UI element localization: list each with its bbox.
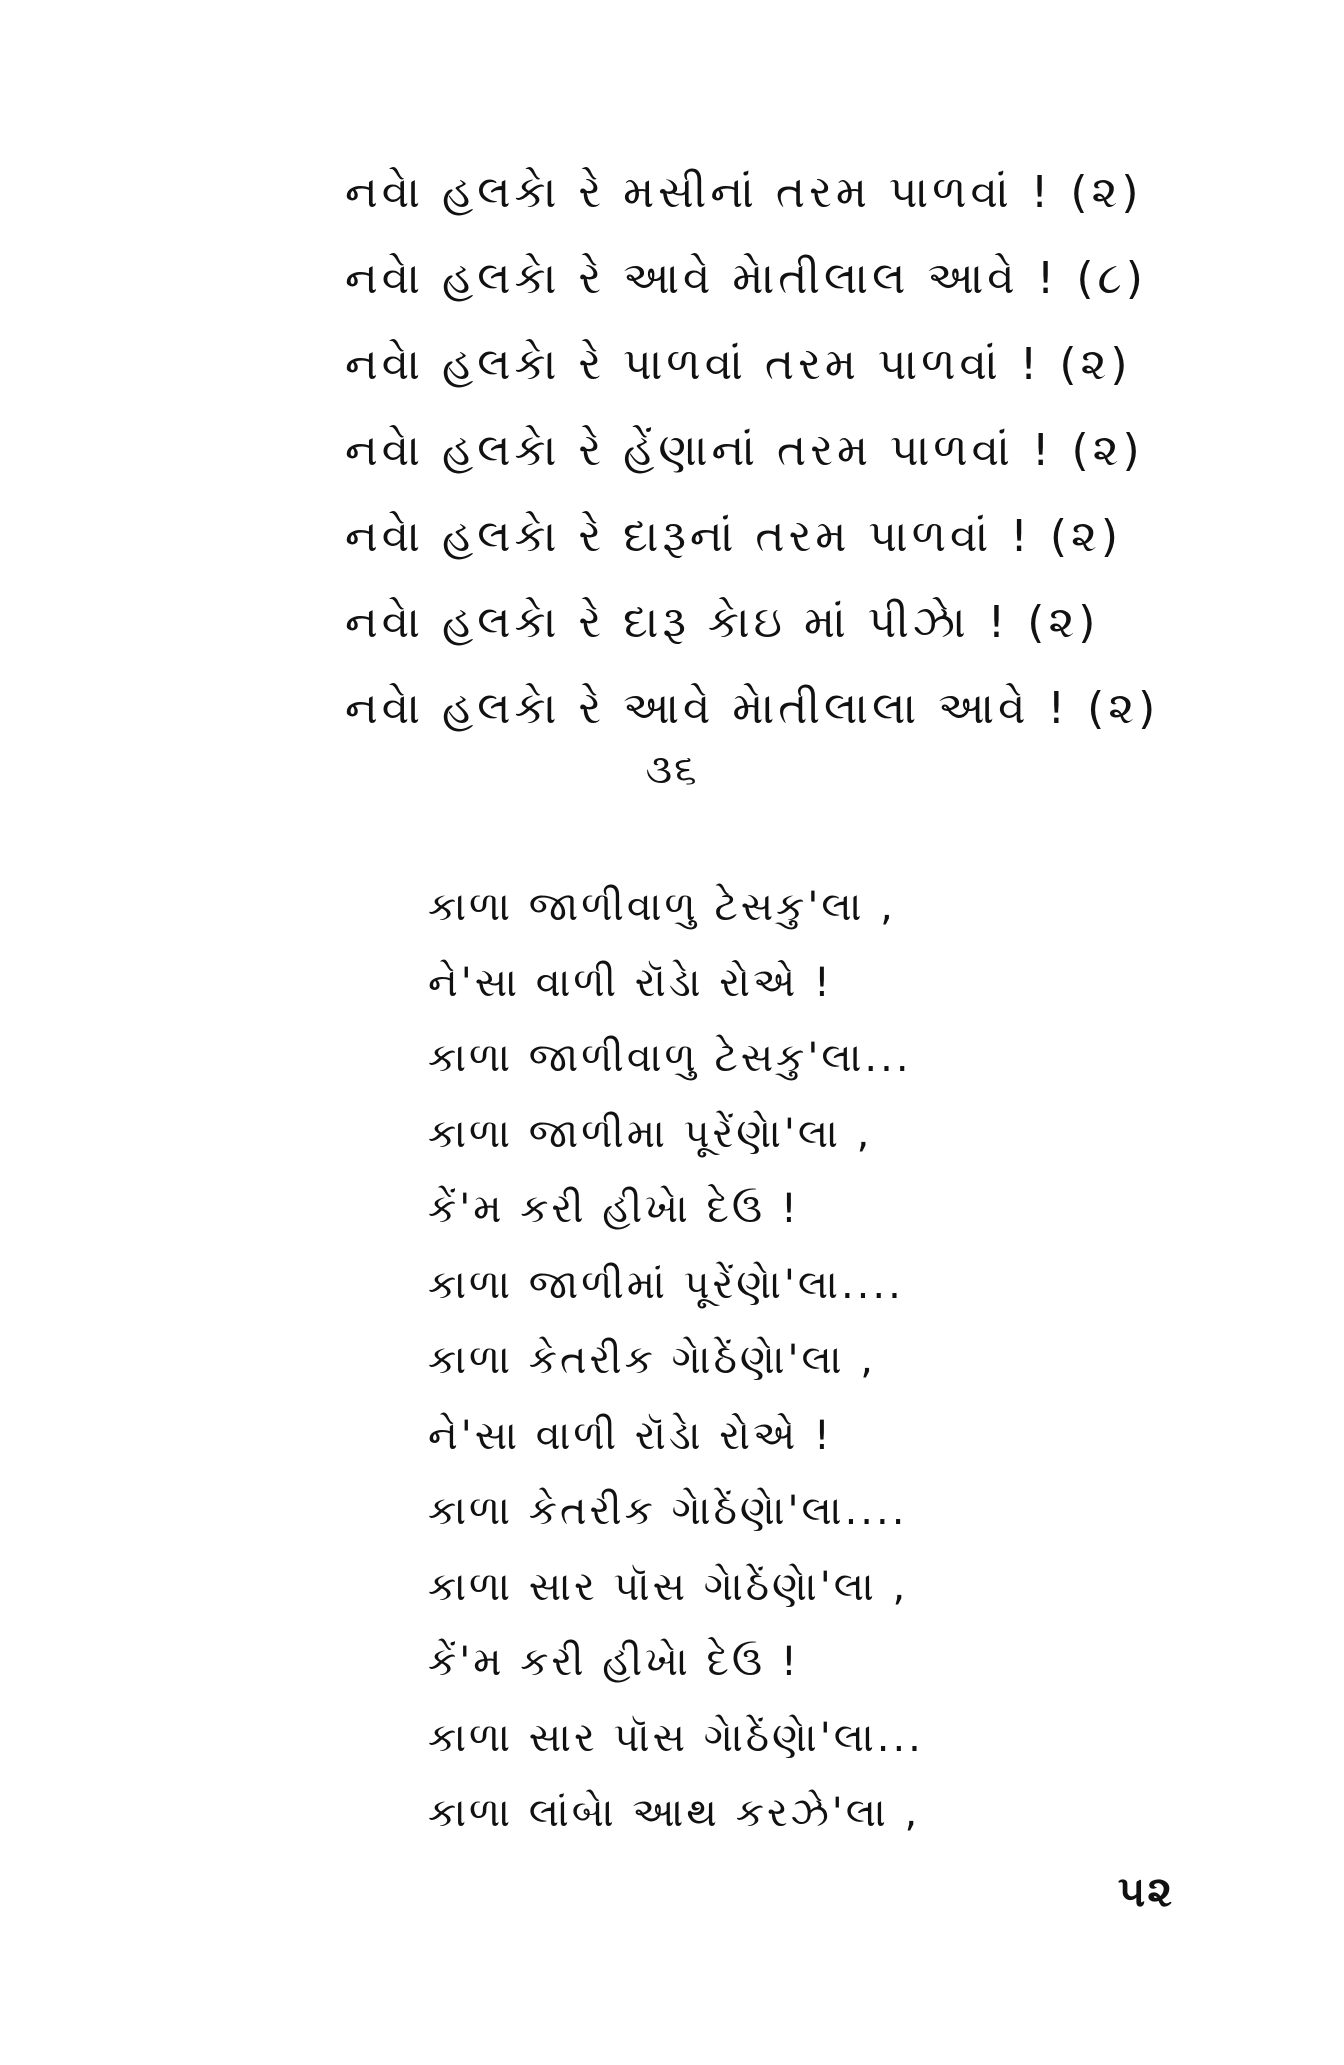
- bottom-stanza: [428, 870, 988, 1852]
- verse-line: કાળા સાર પૉસ ગેાઠેંણેા'લા ,: [428, 1563, 909, 1610]
- verse-line: કાળા જાળીવાળુ ટેસકુ'લા ,: [428, 884, 896, 930]
- verse-line: કાળા સાર પૉસ ગેાઠેંણેા'લા...: [428, 1714, 924, 1761]
- verse-line: કાળા કેતરીક ગેાઠેંણેા'લા....: [428, 1488, 908, 1534]
- song-number: ૩૬: [645, 747, 699, 793]
- verse-line: કાળા જાળીમાં પૂરેંણેા'લા....: [428, 1261, 904, 1308]
- verse-line: નવેા હલકેા રે હેંણાનાં તરમ પાળવાં ! (૨): [345, 425, 1144, 476]
- verse-line: ને'સા વાળી રૉડેા રોએ !: [428, 1412, 833, 1459]
- verse-line: નવેા હલકેા રે આવે મેાતીલાલા આવે ! (૨): [345, 683, 1160, 734]
- verse-line: કેં'મ કરી હીખેા દેઉ !: [428, 1639, 800, 1685]
- verse-line: નવેા હલકેા રે મસીનાં તરમ પાળવાં ! (૨): [345, 167, 1143, 218]
- verse-line: કેં'મ કરી હીખેા દેઉ !: [428, 1186, 800, 1232]
- verse-line: નવેા હલકેા રે આવે મેાતીલાલ આવે ! (૮): [345, 253, 1147, 304]
- verse-line: નવેા હલકેા રે દારૂનાં તરમ પાળવાં ! (૨): [345, 511, 1122, 562]
- verse-line: કાળા કેતરીક ગેાઠેંણેા'લા ,: [428, 1337, 877, 1383]
- verse-line: કાળા જાળીમા પૂરેંણેા'લા ,: [428, 1110, 873, 1157]
- verse-line: કાળા જાળીવાળુ ટેસકુ'લા...: [428, 1035, 912, 1081]
- verse-line: કાળા લાંબેા આથ કરઝે'લા ,: [428, 1790, 921, 1836]
- verse-line: નવેા હલકેા રે પાળવાં તરમ પાળવાં ! (૨): [345, 339, 1132, 390]
- verse-line: ને'સા વાળી રૉડેા રોએ !: [428, 959, 833, 1006]
- top-stanza: [345, 150, 1160, 752]
- page-number: ૫૨: [1117, 1867, 1174, 1916]
- verse-line: નવેા હલકેા રે દારૂ કેાઇ માં પીઝેા ! (૨): [345, 597, 1100, 648]
